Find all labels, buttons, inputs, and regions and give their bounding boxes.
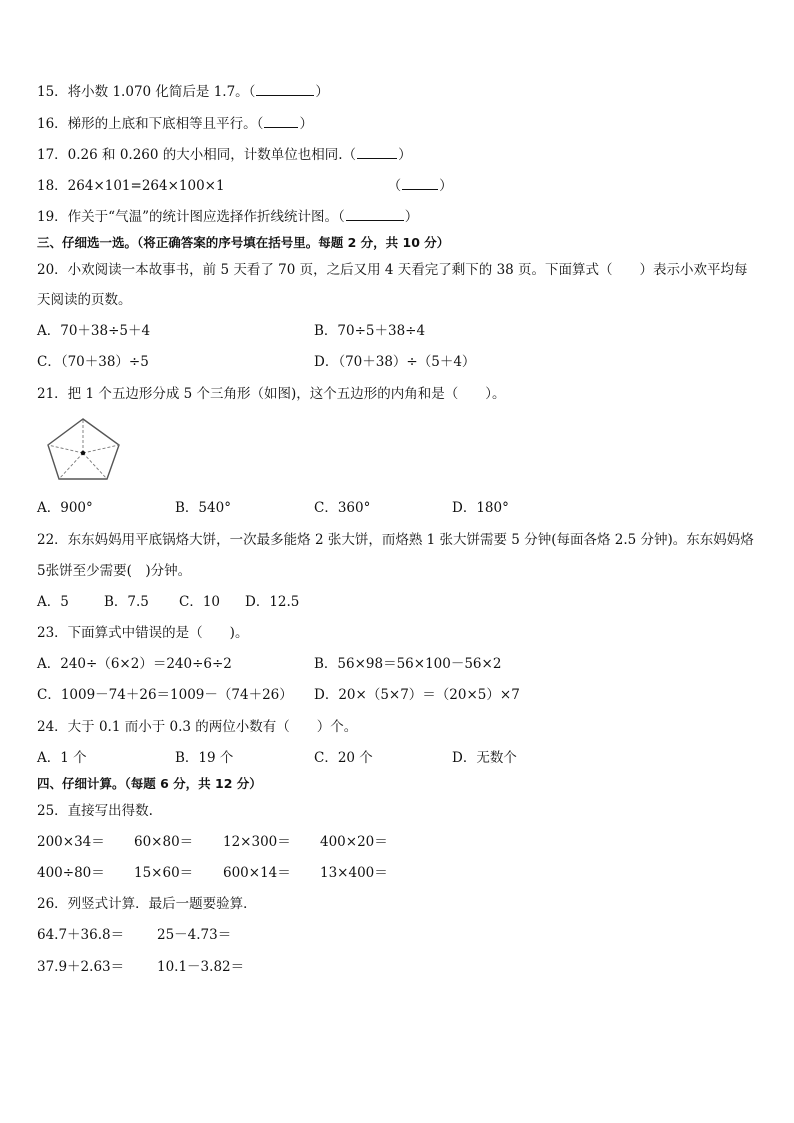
q25-item-6: 15×60＝ [134, 865, 194, 881]
q25-item-7: 600×14＝ [223, 865, 291, 881]
q25-item-3: 12×300＝ [223, 834, 291, 850]
q22-option-c[interactable]: C．10 [179, 594, 221, 610]
question-20-stem-line1: 20．小欢阅读一本故事书，前 5 天看了 70 页，之后又用 4 天看完了剩下的 38 页。下面算式（ ）表示小欢平均每 [37, 262, 748, 278]
question-22-stem-line2: 5张饼至少需要( )分钟。 [37, 563, 192, 579]
q24-option-b[interactable]: B．19 个 [175, 750, 234, 766]
question-18-text: 18．264×101=264×100×1 [37, 178, 225, 194]
q23-option-d[interactable]: D．20×（5×7）＝（20×5）×7 [314, 687, 520, 703]
question-25-stem: 25．直接写出得数. [37, 803, 153, 819]
question-19-text: 19．作关于“气温”的统计图应选择作折线统计图。（ [37, 209, 345, 225]
q24-option-a[interactable]: A．1 个 [37, 750, 87, 766]
q25-item-1: 200×34＝ [37, 834, 105, 850]
question-21-stem: 21．把 1 个五边形分成 5 个三角形（如图)，这个五边形的内角和是（ ）。 [37, 386, 506, 402]
q20-option-d[interactable]: D．（70＋38）÷（5＋4） [314, 354, 476, 370]
question-17 [37, 146, 412, 164]
question-16-text: 16．梯形的上底和下底相等且平行。（ [37, 116, 264, 132]
q26-item-3: 37.9＋2.63＝ [37, 959, 125, 975]
q25-item-2: 60×80＝ [134, 834, 194, 850]
question-17-text: 17．0.26 和 0.260 的大小相同，计数单位也相同.（ [37, 147, 357, 163]
question-16-close: ） [299, 116, 313, 132]
q24-option-c[interactable]: C．20 个 [314, 750, 373, 766]
question-19 [37, 208, 418, 226]
q20-option-c[interactable]: C．（70＋38）÷5 [37, 354, 149, 370]
q25-item-4: 400×20＝ [320, 834, 388, 850]
question-18 [37, 177, 453, 195]
q22-option-d[interactable]: D．12.5 [245, 594, 300, 610]
question-26-stem: 26．列竖式计算．最后一题要验算． [37, 896, 257, 912]
q21-option-c[interactable]: C．360° [314, 500, 371, 516]
q20-option-b[interactable]: B．70÷5＋38÷4 [314, 323, 426, 339]
answer-blank-16[interactable] [264, 115, 298, 128]
question-19-close: ） [404, 209, 419, 225]
q21-option-a[interactable]: A．900° [37, 500, 93, 516]
pentagon-dashed-lines [48, 419, 119, 479]
q21-option-b[interactable]: B．540° [175, 500, 231, 516]
pentagon-outline [48, 419, 119, 479]
q26-item-2: 25－4.73＝ [157, 927, 232, 943]
answer-blank-15[interactable] [256, 83, 314, 96]
q25-item-5: 400÷80＝ [37, 865, 105, 881]
q22-option-b[interactable]: B．7.5 [104, 594, 149, 610]
question-23-stem: 23．下面算式中错误的是（ )。 [37, 625, 249, 641]
q24-option-d[interactable]: D．无数个 [452, 750, 517, 766]
q23-option-c[interactable]: C．1009－74＋26＝1009－（74＋26） [37, 687, 293, 703]
question-15-close: ） [315, 84, 329, 100]
q23-option-a[interactable]: A．240÷（6×2）＝240÷6÷2 [37, 656, 232, 672]
question-16 [37, 115, 313, 133]
q25-item-8: 13×400＝ [320, 865, 388, 881]
section-4-heading: 四、仔细计算。（每题 6 分，共 12 分） [37, 776, 262, 791]
answer-blank-19[interactable] [346, 208, 404, 221]
question-24-stem: 24．大于 0.1 而小于 0.3 的两位小数有（ ）个。 [37, 719, 358, 735]
answer-blank-17[interactable] [357, 146, 397, 159]
q21-option-d[interactable]: D．180° [452, 500, 509, 516]
q20-option-a[interactable]: A．70＋38÷5＋4 [37, 323, 151, 339]
q26-item-1: 64.7＋36.8＝ [37, 927, 125, 943]
question-22-stem-line1: 22．东东妈妈用平底锅烙大饼，一次最多能烙 2 张大饼，而烙熟 1 张大饼需要 5 分钟(每面各烙 2.5 分钟)。东东妈妈烙 [37, 532, 754, 548]
section-3-heading: 三、仔细选一选。（将正确答案的序号填在括号里。每题 2 分，共 10 分） [37, 235, 450, 250]
answer-blank-18[interactable] [402, 177, 438, 190]
q23-option-b[interactable]: B．56×98＝56×100－56×2 [314, 656, 502, 672]
pentagon-figure [45, 417, 123, 483]
question-17-close: ） [398, 147, 412, 163]
question-15 [37, 83, 329, 101]
question-18-close: ） [439, 178, 453, 194]
question-18-open: （ [387, 178, 402, 194]
question-15-text: 15．将小数 1.070 化简后是 1.7。（ [37, 84, 256, 100]
q22-option-a[interactable]: A．5 [37, 594, 69, 610]
pentagon-center-dot [81, 451, 85, 455]
q26-item-4: 10.1－3.82＝ [157, 959, 245, 975]
question-20-stem-line2: 天阅读的页数。 [37, 292, 132, 308]
